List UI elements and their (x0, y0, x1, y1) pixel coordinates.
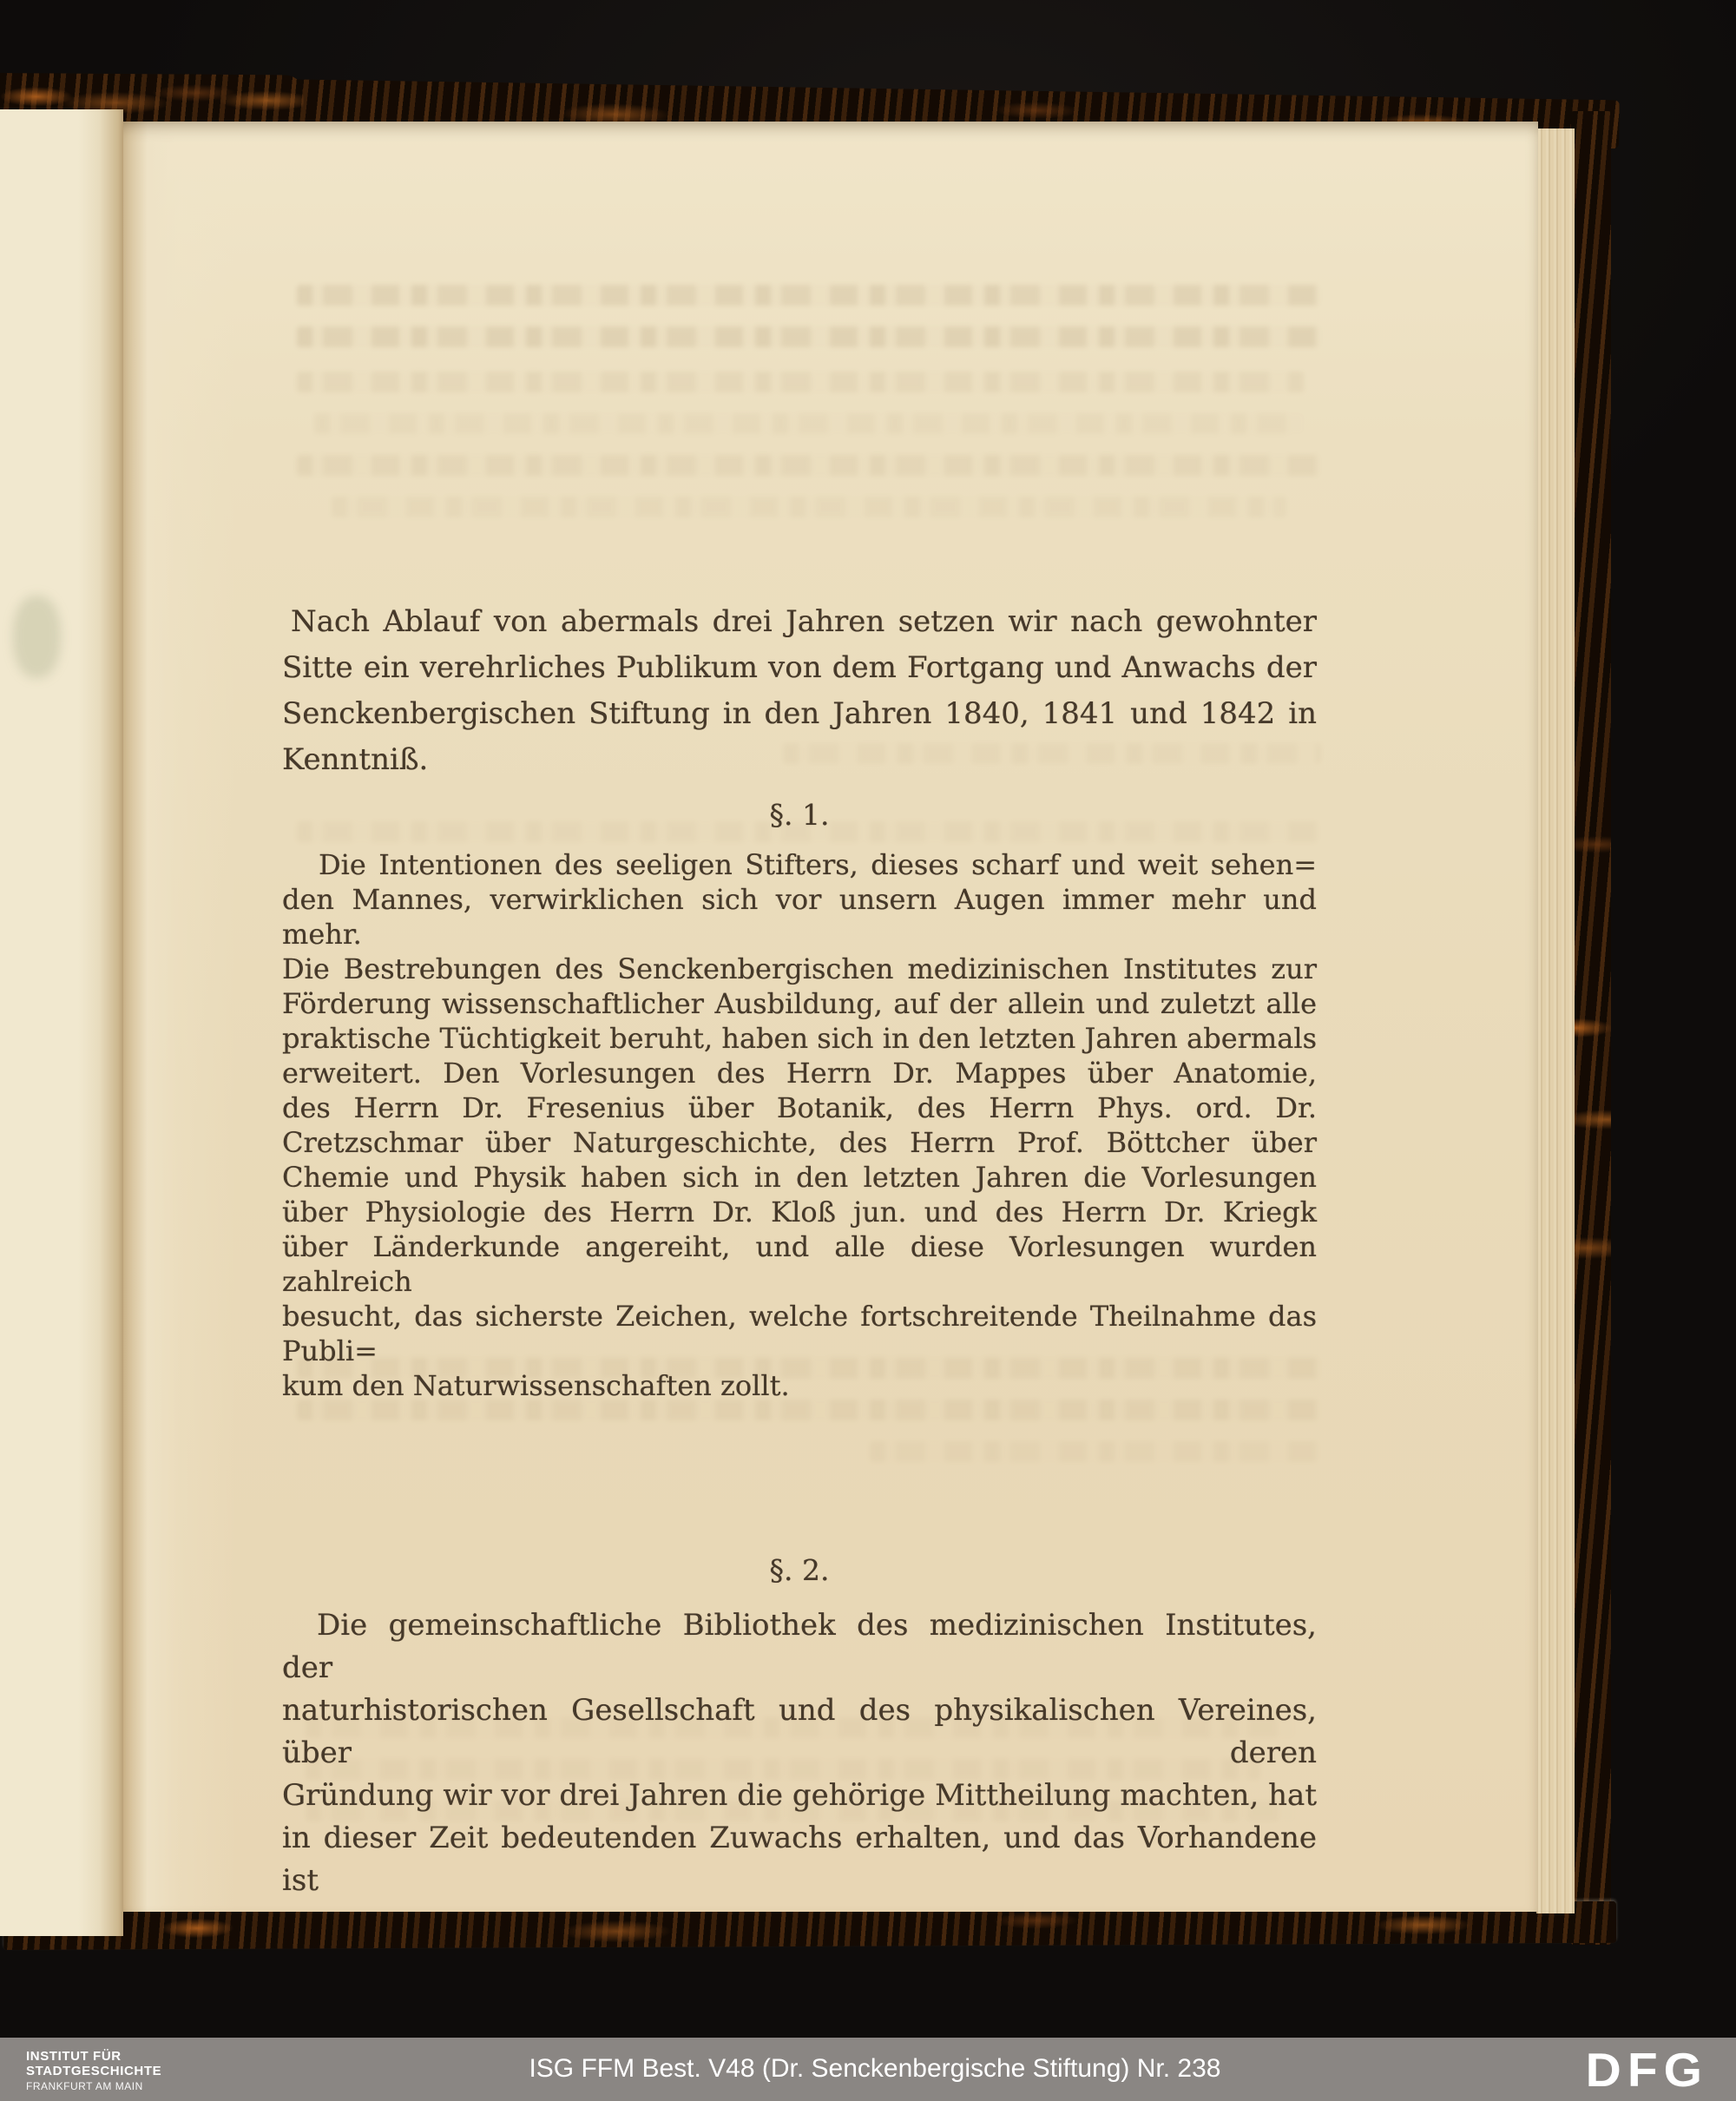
opening-paragraph (282, 599, 1317, 783)
text-line: Die gemeinschaftliche Bibliothek des medizinischen Institutes, der (282, 1608, 1317, 1685)
text-line: in dieser Zeit bedeutenden Zuwachs erhalten, und das Vorhandene ist (282, 1821, 1317, 1898)
book-page (123, 122, 1538, 1912)
institute-line-3: FRANKFURT AM MAIN (26, 2080, 143, 2092)
bleedthrough-smudge (332, 497, 1286, 517)
text-line: Chemie und Physik haben sich in den letzten Jahren die Vorlesungen (282, 1161, 1317, 1194)
section-2-heading: §. 2. (769, 1553, 830, 1587)
institute-line-2: STADTGESCHICHTE (26, 2064, 162, 2078)
bleedthrough-smudge (297, 372, 1304, 392)
bleedthrough-smudge (297, 326, 1321, 347)
institute-line-1: INSTITUT FÜR (26, 2049, 122, 2064)
institute-watermark (26, 2049, 161, 2093)
archive-reference: ISG FFM Best. V48 (Dr. Senckenbergische Stiftung) Nr. 238 (529, 2054, 1221, 2083)
text-line: naturhistorischen Gesellschaft und des physikalischen Vereines, über deren (282, 1693, 1317, 1770)
text-line: Nach Ablauf von abermals drei Jahren setzen wir nach gewohnter (291, 604, 1317, 639)
page-block-edge (1536, 128, 1575, 1913)
bleedthrough-smudge (297, 285, 1321, 306)
text-line: den Mannes, verwirklichen sich vor unsern Augen immer mehr und mehr. (282, 883, 1317, 951)
section-1-heading: §. 1. (769, 798, 830, 832)
text-line: Gründung wir vor drei Jahren die gehörige Mittheilung machten, hat (282, 1778, 1317, 1813)
text-line: über Länderkunde angereiht, und alle diese Vorlesungen wurden zahlreich (282, 1230, 1317, 1298)
section-1-paragraph (282, 847, 1317, 1403)
text-line: erweitert. Den Vorlesungen des Herrn Dr. Mappes über Anatomie, (282, 1057, 1317, 1090)
text-line: des Herrn Dr. Fresenius über Botanik, des Herrn Phys. ord. Dr. (282, 1091, 1317, 1124)
text-line: Sitte ein verehrliches Publikum von dem Fortgang und Anwachs der (282, 650, 1317, 685)
text-line: über Physiologie des Herrn Dr. Kloß jun. und des Herrn Dr. Kriegk (282, 1195, 1317, 1228)
text-line: Die Bestrebungen des Senckenbergischen medizinischen Institutes zur (282, 952, 1317, 985)
bleedthrough-smudge (314, 413, 1304, 434)
watermark-bar (0, 2038, 1736, 2101)
text-line: Förderung wissenschaftlicher Ausbildung, auf der allein und zuletzt alle (282, 987, 1317, 1020)
left-page-edge (0, 109, 123, 1936)
dfg-logo: DFG (1585, 2044, 1708, 2098)
text-line: kum den Naturwissenschaften zollt. (282, 1369, 790, 1402)
text-line: Senckenbergischen Stiftung in den Jahren 1840, 1841 und 1842 in (282, 696, 1317, 731)
bleedthrough-stain (13, 596, 61, 678)
text-line: besucht, das sicherste Zeichen, welche fortschreitende Theilnahme das Publi= (282, 1300, 1317, 1367)
text-line: Die Intentionen des seeligen Stifters, dieses scharf und weit sehen= (319, 848, 1317, 881)
text-line: praktische Tüchtigkeit beruht, haben sich in den letzten Jahren abermals (282, 1022, 1317, 1055)
leather-cover-right-edge (1571, 111, 1611, 1945)
section-2-paragraph (282, 1604, 1317, 1902)
text-line: Cretzschmar über Naturgeschichte, des Herrn Prof. Böttcher über (282, 1126, 1317, 1159)
page-text (282, 599, 1317, 1902)
bleedthrough-smudge (297, 455, 1321, 476)
text-line: Kenntniß. (282, 742, 429, 777)
